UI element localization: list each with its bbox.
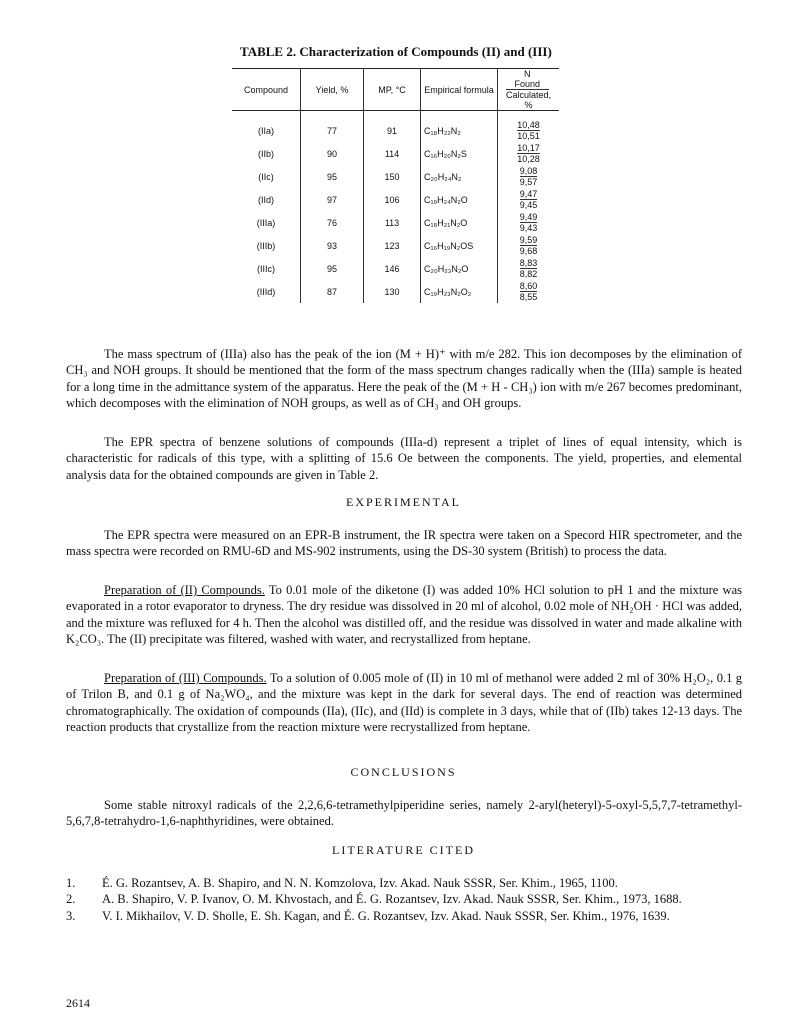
- table-row: [232, 188, 559, 211]
- cell-compound: (IIIb): [232, 234, 301, 257]
- paragraph-instruments: The EPR spectra were measured on an EPR-B instrument, the IR spectra were taken on a Specord HIR spectrometer, and the mass spectra were recorded on RMU-6D and MS-902 instruments, using the DS-30 system (British) to process the data.: [66, 528, 742, 559]
- header-found-calculated: [498, 69, 560, 111]
- calculated-value: 9,57: [519, 177, 538, 187]
- found-value: 10,48: [517, 120, 540, 130]
- calculated-value: 10,28: [517, 154, 540, 164]
- header-n: N: [523, 69, 531, 79]
- literature-heading: LITERATURE CITED: [332, 843, 475, 857]
- cell-mp: 150: [364, 165, 421, 188]
- cell-compound: (IIc): [232, 165, 301, 188]
- preparation-ii-body: To 0.01 mole of the diketone (I) was added 10% HCl solution to pH 1 and the mixture was evaporated in a rotor evaporator to dryness. The dry residue was dissolved in 20 ml of alcohol, 0.02 mole of NH₂OH · HCl was added, and the mixture was refluxed for 4 h. Then the alcohol was distilled off, and the residue was dissolved in water and made alkaline with K₂CO₃. The (II) precipitate was filtered, washed with water, and recrystallized from heptane.: [66, 583, 742, 647]
- found-value: 8,60: [519, 281, 538, 291]
- cell-formula: C₁₈H₂₁N₂O: [421, 211, 498, 234]
- cell-mp: 91: [364, 111, 421, 143]
- experimental-heading: EXPERIMENTAL: [345, 495, 462, 509]
- found-calculated-fraction: [517, 143, 540, 164]
- table-row: [232, 111, 559, 143]
- header-formula: Empirical formula: [421, 69, 498, 111]
- preparation-iii-title: Preparation of (III) Compounds.: [104, 671, 267, 685]
- paragraph-mass-spectrum: The mass spectrum of (IIIa) also has the peak of the ion (M + H)⁺ with m/e 282. This ion decomposes by the elimination of CH₃ and NOH groups. It should be mentioned that the form of the mass spectrum changes radically when the (IIIa) sample is heated for a long time in the admittance system of the apparatus. Here the peak of the (M + H - CH₃) ion with m/e 267 becomes predominant, which decomposes with the elimination of NOH groups, as well as of CH₃ and OH groups.: [66, 347, 742, 411]
- found-calculated-fraction: [520, 166, 538, 187]
- reference-number: 3.: [66, 908, 76, 923]
- found-value: 8,83: [519, 258, 538, 268]
- cell-found-calculated: [498, 188, 560, 211]
- cell-formula: C₂₀H₂₃N₂O: [421, 257, 498, 280]
- paragraph-preparation-ii: [66, 582, 742, 648]
- cell-compound: (IIIa): [232, 211, 301, 234]
- cell-yield: 76: [301, 211, 364, 234]
- cell-yield: 95: [301, 165, 364, 188]
- cell-mp: 146: [364, 257, 421, 280]
- cell-compound: (IIb): [232, 142, 301, 165]
- paragraph-preparation-iii: [66, 670, 742, 736]
- reference-number: 1.: [66, 876, 76, 890]
- header-compound: Compound: [232, 69, 301, 111]
- cell-mp: 114: [364, 142, 421, 165]
- cell-compound: (IId): [232, 188, 301, 211]
- reference-item: [66, 875, 742, 891]
- reference-list: [66, 875, 742, 924]
- cell-found-calculated: [498, 280, 560, 303]
- table-caption: TABLE 2. Characterization of Compounds (II) and (III): [240, 44, 552, 59]
- cell-formula: C₁₆H₁₉N₂OS: [421, 234, 498, 257]
- reference-text: É. G. Rozantsev, A. B. Shapiro, and N. N. Komzolova, Izv. Akad. Nauk SSSR, Ser. Khim., 1965, 1100.: [102, 876, 618, 890]
- found-calculated-fraction: [520, 235, 538, 256]
- header-yield: Yield, %: [301, 69, 364, 111]
- calculated-value: 8,82: [519, 269, 538, 279]
- cell-mp: 106: [364, 188, 421, 211]
- cell-mp: 113: [364, 211, 421, 234]
- cell-formula: C₁₆H₂₀N₂S: [421, 142, 498, 165]
- found-calculated-fraction: [517, 120, 540, 141]
- calculated-value: 9,68: [519, 246, 538, 256]
- reference-number: 2.: [66, 892, 76, 907]
- cell-found-calculated: [498, 234, 560, 257]
- found-calculated-fraction: [520, 281, 538, 302]
- calculated-value: 10,51: [517, 131, 540, 141]
- reference-item: [66, 891, 742, 907]
- reference-text: V. I. Mikhailov, V. D. Sholle, E. Sh. Kagan, and É. G. Rozantsev, Izv. Akad. Nauk SSSR, Ser. Khim., 1976, 1639.: [102, 908, 670, 923]
- found-calculated-fraction: [520, 189, 538, 210]
- header-percent: , %: [524, 90, 552, 110]
- paragraph-epr: The EPR spectra of benzene solutions of compounds (IIIa-d) represent a triplet of lines of equal intensity, which is characteristic for radicals of this type, with a splitting of 15.6 Oe between the components. The yield, properties, and elemental analysis data for the obtained compounds are given in Table 2.: [66, 435, 742, 482]
- found-value: 10,17: [517, 143, 540, 153]
- found-calculated-fraction: [520, 258, 538, 279]
- cell-yield: 95: [301, 257, 364, 280]
- cell-formula: C₁₈H₂₂N₂: [421, 111, 498, 143]
- found-calculated-fraction: [506, 69, 549, 100]
- table-body: [232, 111, 559, 304]
- reference-text: A. B. Shapiro, V. P. Ivanov, O. M. Khvostach, and É. G. Rozantsev, Izv. Akad. Nauk SSSR, Ser. Khim., 1973, 1688.: [102, 892, 682, 907]
- page-number: 2614: [66, 996, 90, 1010]
- cell-yield: 93: [301, 234, 364, 257]
- cell-yield: 97: [301, 188, 364, 211]
- table-row: [232, 211, 559, 234]
- cell-formula: C₁₉H₂₄N₂O: [421, 188, 498, 211]
- calculated-value: 8,55: [519, 292, 538, 302]
- conclusions-heading: CONCLUSIONS: [350, 765, 457, 779]
- cell-formula: C₁₉H₂₃N₂O₂: [421, 280, 498, 303]
- cell-compound: (IIIc): [232, 257, 301, 280]
- cell-found-calculated: [498, 257, 560, 280]
- calculated-value: 9,43: [519, 223, 538, 233]
- calculated-value: 9,45: [519, 200, 538, 210]
- table-row: [232, 142, 559, 165]
- header-found: Found: [506, 79, 549, 90]
- table-row: [232, 165, 559, 188]
- table-row: [232, 280, 559, 303]
- table-row: [232, 257, 559, 280]
- cell-yield: 87: [301, 280, 364, 303]
- found-value: 9,08: [519, 166, 538, 176]
- cell-mp: 123: [364, 234, 421, 257]
- cell-formula: C₂₀H₂₄N₂: [421, 165, 498, 188]
- found-value: 9,47: [519, 189, 538, 199]
- header-mp: MP, °C: [364, 69, 421, 111]
- preparation-iii-body: To a solution of 0.005 mole of (II) in 10 ml of methanol were added 2 ml of 30% H₂O₂, 0.1 g of Trilon B, and 0.1 g of Na₂WO₄, and the mixture was kept in the dark for several days. The end of reaction was determined chromatographically. The oxidation of compounds (IIa), (IIc), and (IId) is complete in 3 days, while that of (IIb) takes 12-13 days. The reaction products that crystallize from the reaction mixture were recrystallized from heptane.: [66, 671, 742, 735]
- cell-yield: 77: [301, 111, 364, 143]
- found-value: 9,59: [519, 235, 538, 245]
- preparation-ii-title: Preparation of (II) Compounds.: [104, 583, 265, 597]
- cell-compound: (IIId): [232, 280, 301, 303]
- cell-yield: 90: [301, 142, 364, 165]
- cell-found-calculated: [498, 111, 560, 143]
- cell-mp: 130: [364, 280, 421, 303]
- paragraph-conclusions: Some stable nitroxyl radicals of the 2,2,6,6-tetramethylpiperidine series, namely 2-aryl(heteryl)-5-oxyl-5,5,7,7-tetramethyl-5,6,7,8-tetrahydro-1,6-naphthyridines, were obtained.: [66, 798, 742, 829]
- header-calculated: Calculated: [505, 90, 549, 100]
- found-value: 9,49: [519, 212, 538, 222]
- cell-found-calculated: [498, 165, 560, 188]
- cell-found-calculated: [498, 142, 560, 165]
- reference-item: [66, 908, 742, 924]
- characterization-table: [232, 68, 559, 303]
- found-calculated-fraction: [520, 212, 538, 233]
- table-row: [232, 234, 559, 257]
- table-header-row: [232, 69, 559, 111]
- cell-found-calculated: [498, 211, 560, 234]
- cell-compound: (IIa): [232, 111, 301, 143]
